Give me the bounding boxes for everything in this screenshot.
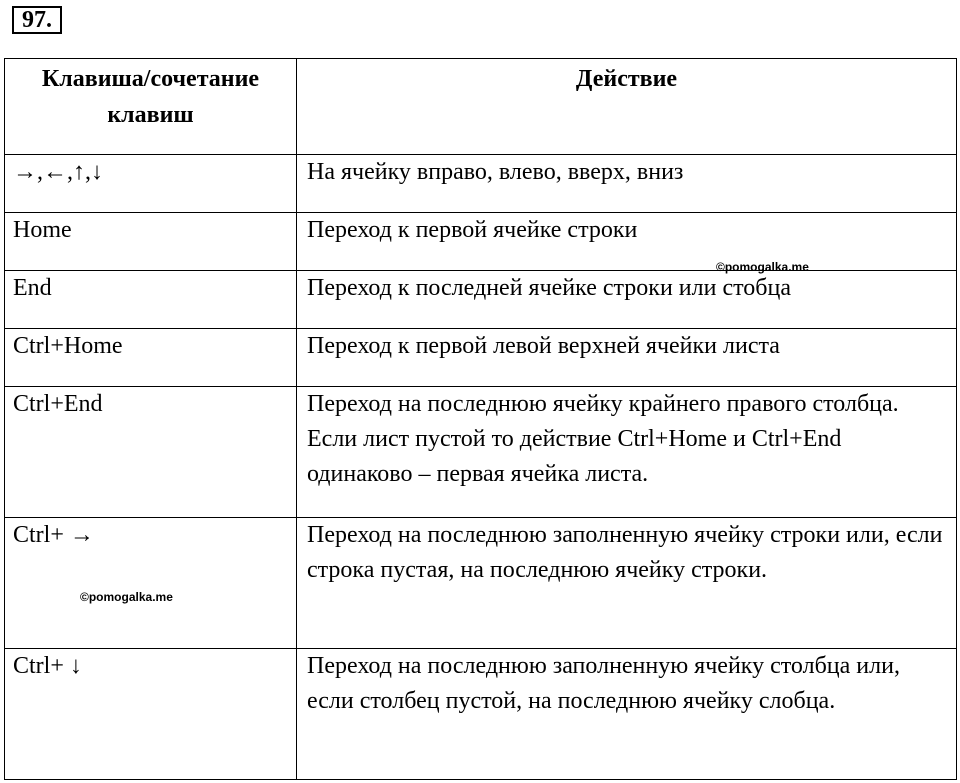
table-row xyxy=(5,213,957,271)
key-cell: Ctrl+Home xyxy=(5,329,297,387)
table-row xyxy=(5,155,957,213)
action-cell: Переход на последнюю заполненную ячейку столбца или, если столбец пустой, на последнюю ячейку слобца. xyxy=(297,649,957,780)
shortcut-table-container xyxy=(4,58,956,780)
action-cell: Переход на последнюю заполненную ячейку строки или, если строка пустая, на последнюю ячейку строки. xyxy=(297,518,957,649)
table-row xyxy=(5,329,957,387)
action-cell: Переход к последней ячейке строки или стобца xyxy=(297,271,957,329)
watermark: ©pomogalka.me xyxy=(716,260,809,274)
key-cell: Home xyxy=(5,213,297,271)
table-row xyxy=(5,518,957,649)
action-cell: Переход к первой ячейке строки xyxy=(297,213,957,271)
shortcut-table xyxy=(4,58,957,780)
watermark: ©pomogalka.me xyxy=(80,590,173,604)
table-row xyxy=(5,387,957,518)
key-cell: Ctrl+ ↓ xyxy=(5,649,297,780)
key-cell: Ctrl+End xyxy=(5,387,297,518)
action-cell: Переход к первой левой верхней ячейки листа xyxy=(297,329,957,387)
header-action: Действие xyxy=(297,59,957,155)
task-number: 97. xyxy=(12,6,62,34)
key-cell: →,←,↑,↓ xyxy=(5,155,297,213)
table-row xyxy=(5,271,957,329)
key-cell: End xyxy=(5,271,297,329)
action-cell: Переход на последнюю ячейку крайнего правого столбца. Если лист пустой то действие Ctrl+Home и Ctrl+End одинаково – первая ячейка листа. xyxy=(297,387,957,518)
table-row xyxy=(5,649,957,780)
key-cell: Ctrl+ → xyxy=(5,518,297,649)
action-cell: На ячейку вправо, влево, вверх, вниз xyxy=(297,155,957,213)
table-header-row xyxy=(5,59,957,155)
header-key: Клавиша/сочетание клавиш xyxy=(5,59,297,155)
